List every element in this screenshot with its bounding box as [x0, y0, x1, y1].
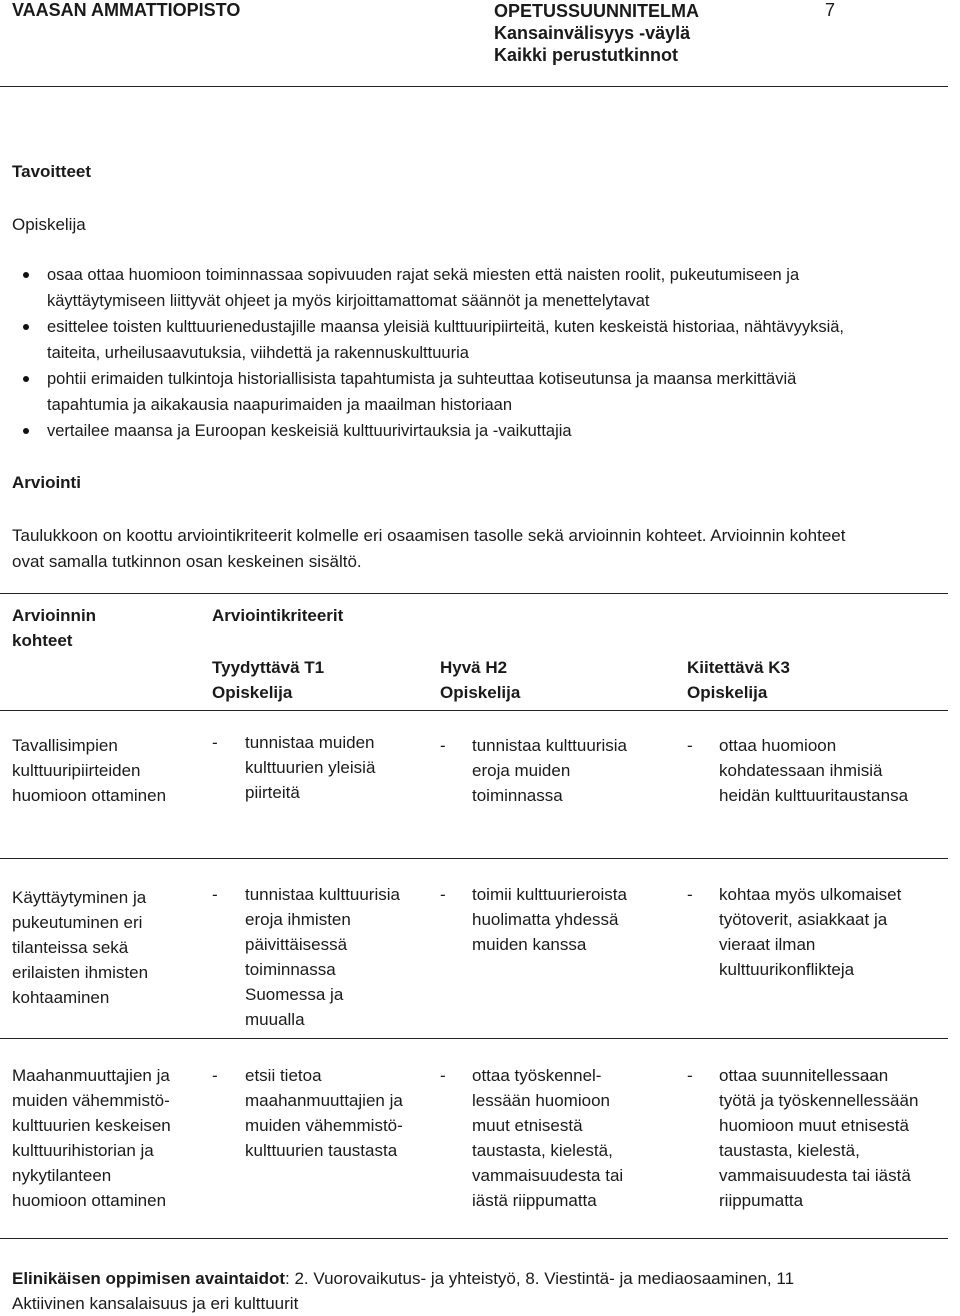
list-item: esittelee toisten kulttuurienedustajille maansa yleisiä kulttuuripiirteitä, kuten keskeistä historiaa, nähtävyyksiä, taiteita, urheilusaavutuksia, viihdettä ja rakennuskulttuuria	[12, 314, 948, 366]
table-rule	[0, 593, 948, 594]
col-header-target: Arvioinnin kohteet	[12, 606, 97, 650]
row3-h2: ottaa työskennel- lessään huomioon muut etnisestä taustasta, kielestä, vammaisuudesta tai iästä riippumatta	[472, 1066, 624, 1210]
row3-k3: ottaa suunnitellessaan työtä ja työskennellessään huomioon muut etnisestä taustasta, kielestä, vammaisuudesta tai iästä riippumatta	[719, 1066, 919, 1210]
bullet-icon	[23, 376, 29, 382]
key-skills-label: Elinikäisen oppimisen avaintaidot	[12, 1269, 286, 1288]
table-rule	[0, 1238, 948, 1239]
tavoitteet-intro: Opiskelija	[12, 215, 86, 234]
row1-k3: ottaa huomioon kohdatessaan ihmisiä heidän kulttuuritaustansa	[719, 736, 909, 805]
dash-marker: -	[440, 885, 446, 904]
row2-k3: kohtaa myös ulkomaiset työtoverit, asiakkaat ja vieraat ilman kulttuurikonflikteja	[719, 885, 902, 979]
key-skills-note: Elinikäisen oppimisen avaintaidot: 2. Vuorovaikutus- ja yhteistyö, 8. Viestintä- ja mediaosaaminen, 11 Aktiivinen kansalaisuus ja eri kulttuurit	[12, 1269, 795, 1313]
row2-target: Käyttäytyminen ja pukeutuminen eri tilanteissa sekä erilaisten ihmisten kohtaaminen	[12, 888, 149, 1007]
dash-marker: -	[212, 733, 218, 752]
table-rule	[0, 710, 948, 711]
row1-target: Tavallisimpien kulttuuripiirteiden huomioon ottaminen	[12, 736, 167, 805]
list-item: pohtii erimaiden tulkintoja historiallisista tapahtumista ja suhteuttaa kotiseutunsa ja maansa merkittäviä tapahtumia ja aikakausia naapurimaiden ja maailman historiaan	[12, 366, 948, 418]
dash-marker: -	[212, 1066, 218, 1085]
page-header	[0, 0, 960, 88]
level-header-t1: Tyydyttävä T1 Opiskelija	[212, 658, 325, 702]
level-header-k3: Kiitettävä K3 Opiskelija	[687, 658, 790, 702]
section-heading-tavoitteet: Tavoitteet	[12, 162, 92, 181]
page-number: 7	[825, 0, 836, 20]
row1-h2: tunnistaa kulttuurisia eroja muiden toiminnassa	[472, 736, 627, 805]
org-name: VAASAN AMMATTIOPISTO	[12, 0, 241, 20]
header-divider	[0, 86, 948, 87]
doc-path: Kansainvälisyys -väylä	[494, 23, 691, 43]
dash-marker: -	[440, 736, 446, 755]
dash-marker: -	[687, 1066, 693, 1085]
row2-h2: toimii kulttuurieroista huolimatta yhdessä muiden kanssa	[472, 885, 627, 954]
row2-t1: tunnistaa kulttuurisia eroja ihmisten päivittäisessä toiminnassa Suomessa ja muualla	[245, 885, 400, 1029]
goal-list	[12, 262, 948, 444]
table-rule	[0, 858, 948, 859]
criteria-header: Arviointikriteerit	[212, 606, 344, 625]
bullet-icon	[23, 428, 29, 434]
dash-marker: -	[687, 885, 693, 904]
row3-target: Maahanmuuttajien ja muiden vähemmistö- kulttuurien keskeisen kulttuurihistorian ja nykytilanteen huomioon ottaminen	[12, 1066, 171, 1210]
doc-title: OPETUSSUUNNITELMA	[494, 1, 700, 21]
dash-marker: -	[687, 736, 693, 755]
header-titles	[494, 0, 699, 66]
table-rule	[0, 1038, 948, 1039]
dash-marker: -	[440, 1066, 446, 1085]
arviointi-text: Taulukkoon on koottu arviointikriteerit kolmelle eri osaamisen tasolle sekä arvioinnin kohteet. Arvioinnin kohteet ovat samalla tutkinnon osan keskeinen sisältö.	[12, 526, 846, 571]
row3-t1: etsii tietoa maahanmuuttajien ja muiden vähemmistö- kulttuurien taustasta	[245, 1066, 403, 1160]
list-item: osaa ottaa huomioon toiminnassaa sopivuuden rajat sekä miesten että naisten roolit, pukeutumiseen ja käyttäytymiseen liittyvät ohjeet ja myös kirjoittamattomat säännöt ja menettelytavat	[12, 262, 948, 314]
level-header-h2: Hyvä H2 Opiskelija	[440, 658, 521, 702]
section-heading-arviointi: Arviointi	[12, 473, 81, 492]
dash-marker: -	[212, 885, 218, 904]
bullet-icon	[23, 324, 29, 330]
row1-t1: tunnistaa muiden kulttuurien yleisiä piirteitä	[245, 733, 376, 802]
list-item: vertailee maansa ja Euroopan keskeisiä kulttuurivirtauksia ja -vaikuttajia	[12, 418, 948, 444]
doc-scope: Kaikki perustutkinnot	[494, 45, 679, 65]
bullet-icon	[23, 272, 29, 278]
